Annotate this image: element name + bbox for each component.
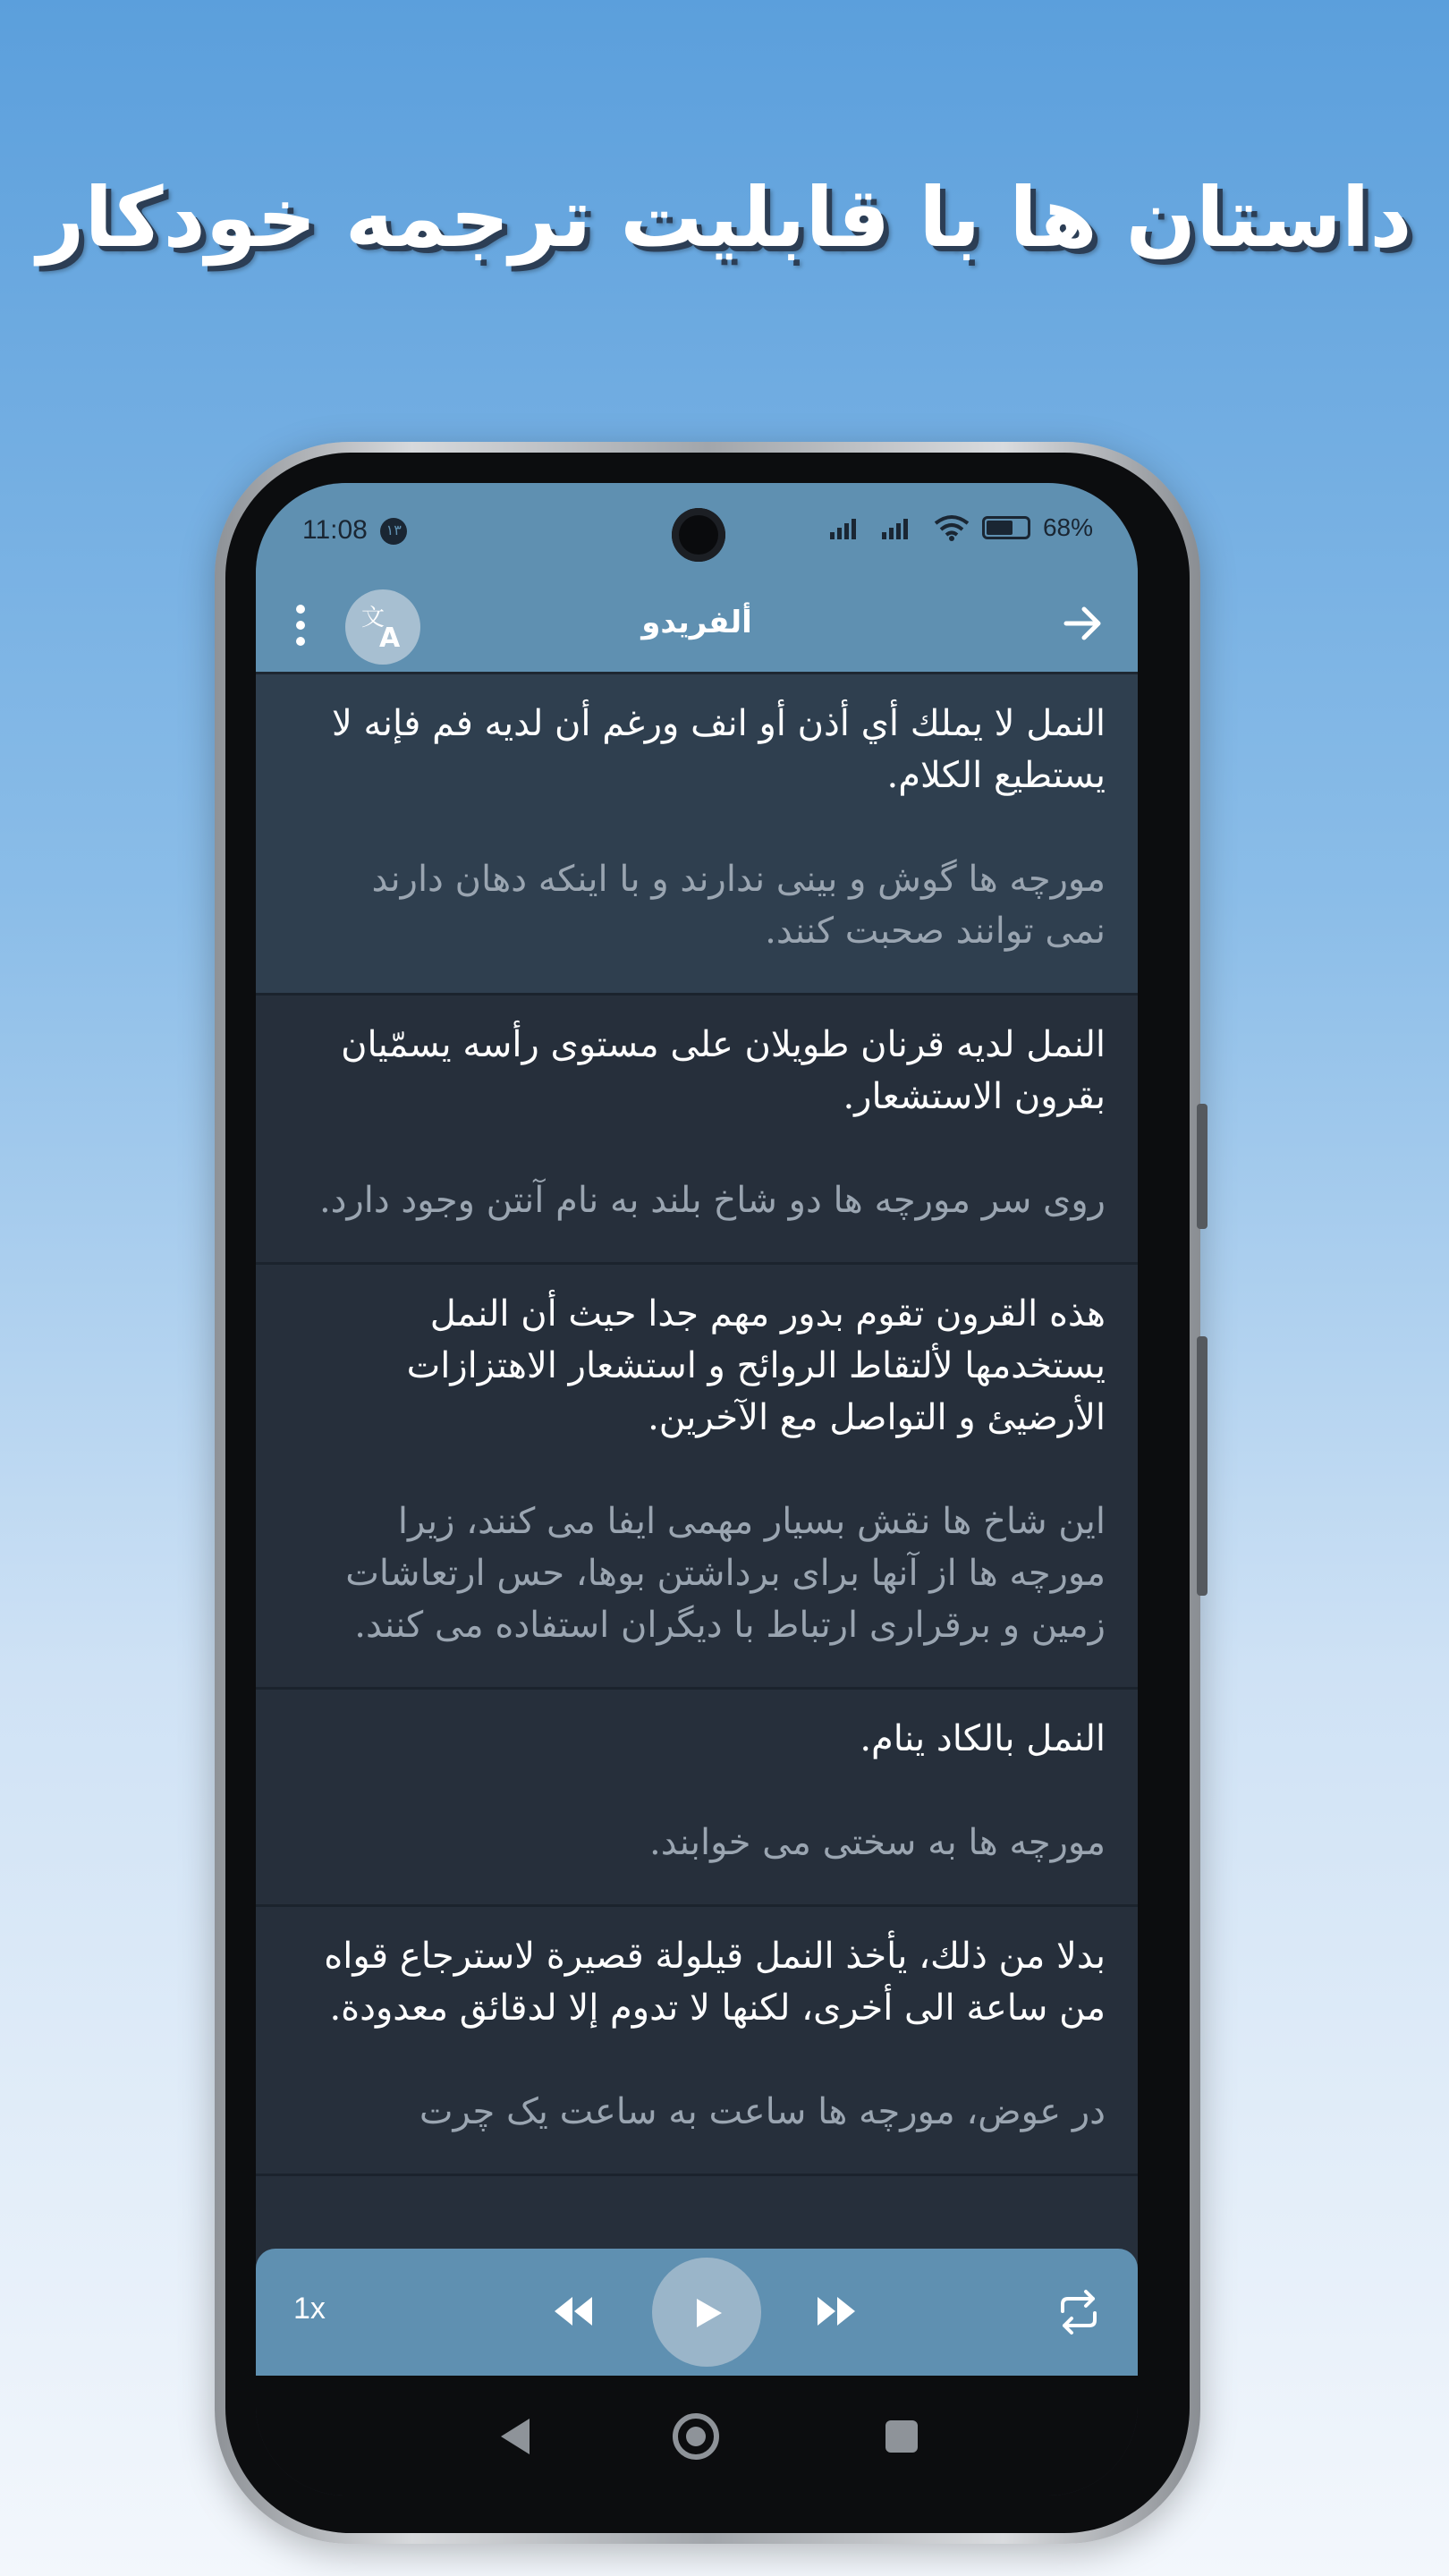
power-button bbox=[1197, 1336, 1208, 1596]
app-title: ألفريدو bbox=[641, 605, 752, 640]
front-camera bbox=[672, 508, 725, 562]
fast-forward-icon[interactable] bbox=[816, 2292, 859, 2331]
sentence-item[interactable] bbox=[256, 1907, 1138, 2176]
app-bar bbox=[256, 576, 1138, 674]
svg-text:文: 文 bbox=[361, 605, 386, 631]
promo-headline: داستان ها با قابلیت ترجمه خودکار bbox=[37, 170, 1412, 266]
sentence-item[interactable] bbox=[256, 674, 1138, 996]
phone-frame bbox=[215, 442, 1200, 2544]
sentence-item[interactable] bbox=[256, 1265, 1138, 1690]
persian-translation: در عوض، مورچه ها ساعت به ساعت یک چرت bbox=[419, 2091, 1106, 2132]
status-bar bbox=[256, 483, 1138, 576]
arabic-sentence: النمل لديه قرنان طويلان على مستوى رأسه يسمّيان بقرون الاستشعار. bbox=[341, 1024, 1106, 1117]
battery-percent: 68% bbox=[1042, 513, 1093, 541]
signal-icon bbox=[830, 516, 869, 539]
app-screen bbox=[256, 483, 1138, 2496]
nav-recents-icon[interactable] bbox=[886, 2420, 918, 2453]
notification-badge: ۱۳ bbox=[380, 518, 407, 545]
sentence-item[interactable] bbox=[256, 996, 1138, 1265]
wifi-icon bbox=[934, 514, 970, 541]
persian-translation: مورچه ها به سختی می خوابند. bbox=[649, 1822, 1106, 1863]
status-icons bbox=[830, 513, 1093, 542]
persian-translation: روی سر مورچه ها دو شاخ بلند به نام آنتن وجود دارد. bbox=[318, 1180, 1106, 1221]
repeat-icon[interactable] bbox=[1055, 2288, 1102, 2336]
sentence-item[interactable] bbox=[256, 1690, 1138, 1907]
audio-player bbox=[256, 2249, 1138, 2376]
play-button[interactable] bbox=[652, 2258, 761, 2367]
battery-icon bbox=[982, 516, 1030, 539]
arabic-sentence: النمل لا يملك أي أذن أو انف ورغم أن لديه فم فإنه لا يستطيع الكلام. bbox=[331, 703, 1106, 796]
arrow-forward-icon[interactable] bbox=[1061, 601, 1106, 646]
arabic-sentence: هذه القرون تقوم بدور مهم جدا حيث أن النمل يستخدمها لألتقاط الروائح و استشعار الاهتزازات الأرضيئ و التواصل مع الآخرين. bbox=[406, 1293, 1106, 1438]
status-time: 11:08 bbox=[302, 515, 368, 545]
status-time-group bbox=[302, 515, 407, 546]
nav-back-icon[interactable] bbox=[497, 2417, 533, 2456]
persian-translation: مورچه ها گوش و بینی ندارند و با اینکه دهان دارند نمی توانند صحبت کنند. bbox=[371, 859, 1106, 952]
battery-level bbox=[987, 521, 1013, 535]
sentence-list[interactable] bbox=[256, 674, 1138, 2374]
nav-home-icon[interactable] bbox=[673, 2413, 719, 2460]
volume-button bbox=[1197, 1104, 1208, 1229]
arabic-sentence: بدلا من ذلك، يأخذ النمل قيلولة قصيرة لاسترجاع قواه من ساعة الى أخرى، لكنها لا تدوم إلا لدقائق معدودة. bbox=[324, 1936, 1106, 2029]
speed-button[interactable]: 1x bbox=[293, 2292, 326, 2326]
play-icon bbox=[693, 2297, 724, 2329]
system-nav-bar bbox=[256, 2376, 1138, 2496]
persian-translation: این شاخ ها نقش بسیار مهمی ایفا می کنند، زیرا مورچه ها از آنها برای برداشتن بوها، حس ارتعاشات زمین و برقراری ارتباط با دیگران استفاده می کنند. bbox=[345, 1501, 1106, 1646]
signal-icon-2 bbox=[882, 516, 921, 539]
arabic-sentence: النمل بالكاد ينام. bbox=[860, 1718, 1106, 1759]
rewind-icon[interactable] bbox=[551, 2292, 594, 2331]
svg-text:A: A bbox=[379, 623, 401, 652]
